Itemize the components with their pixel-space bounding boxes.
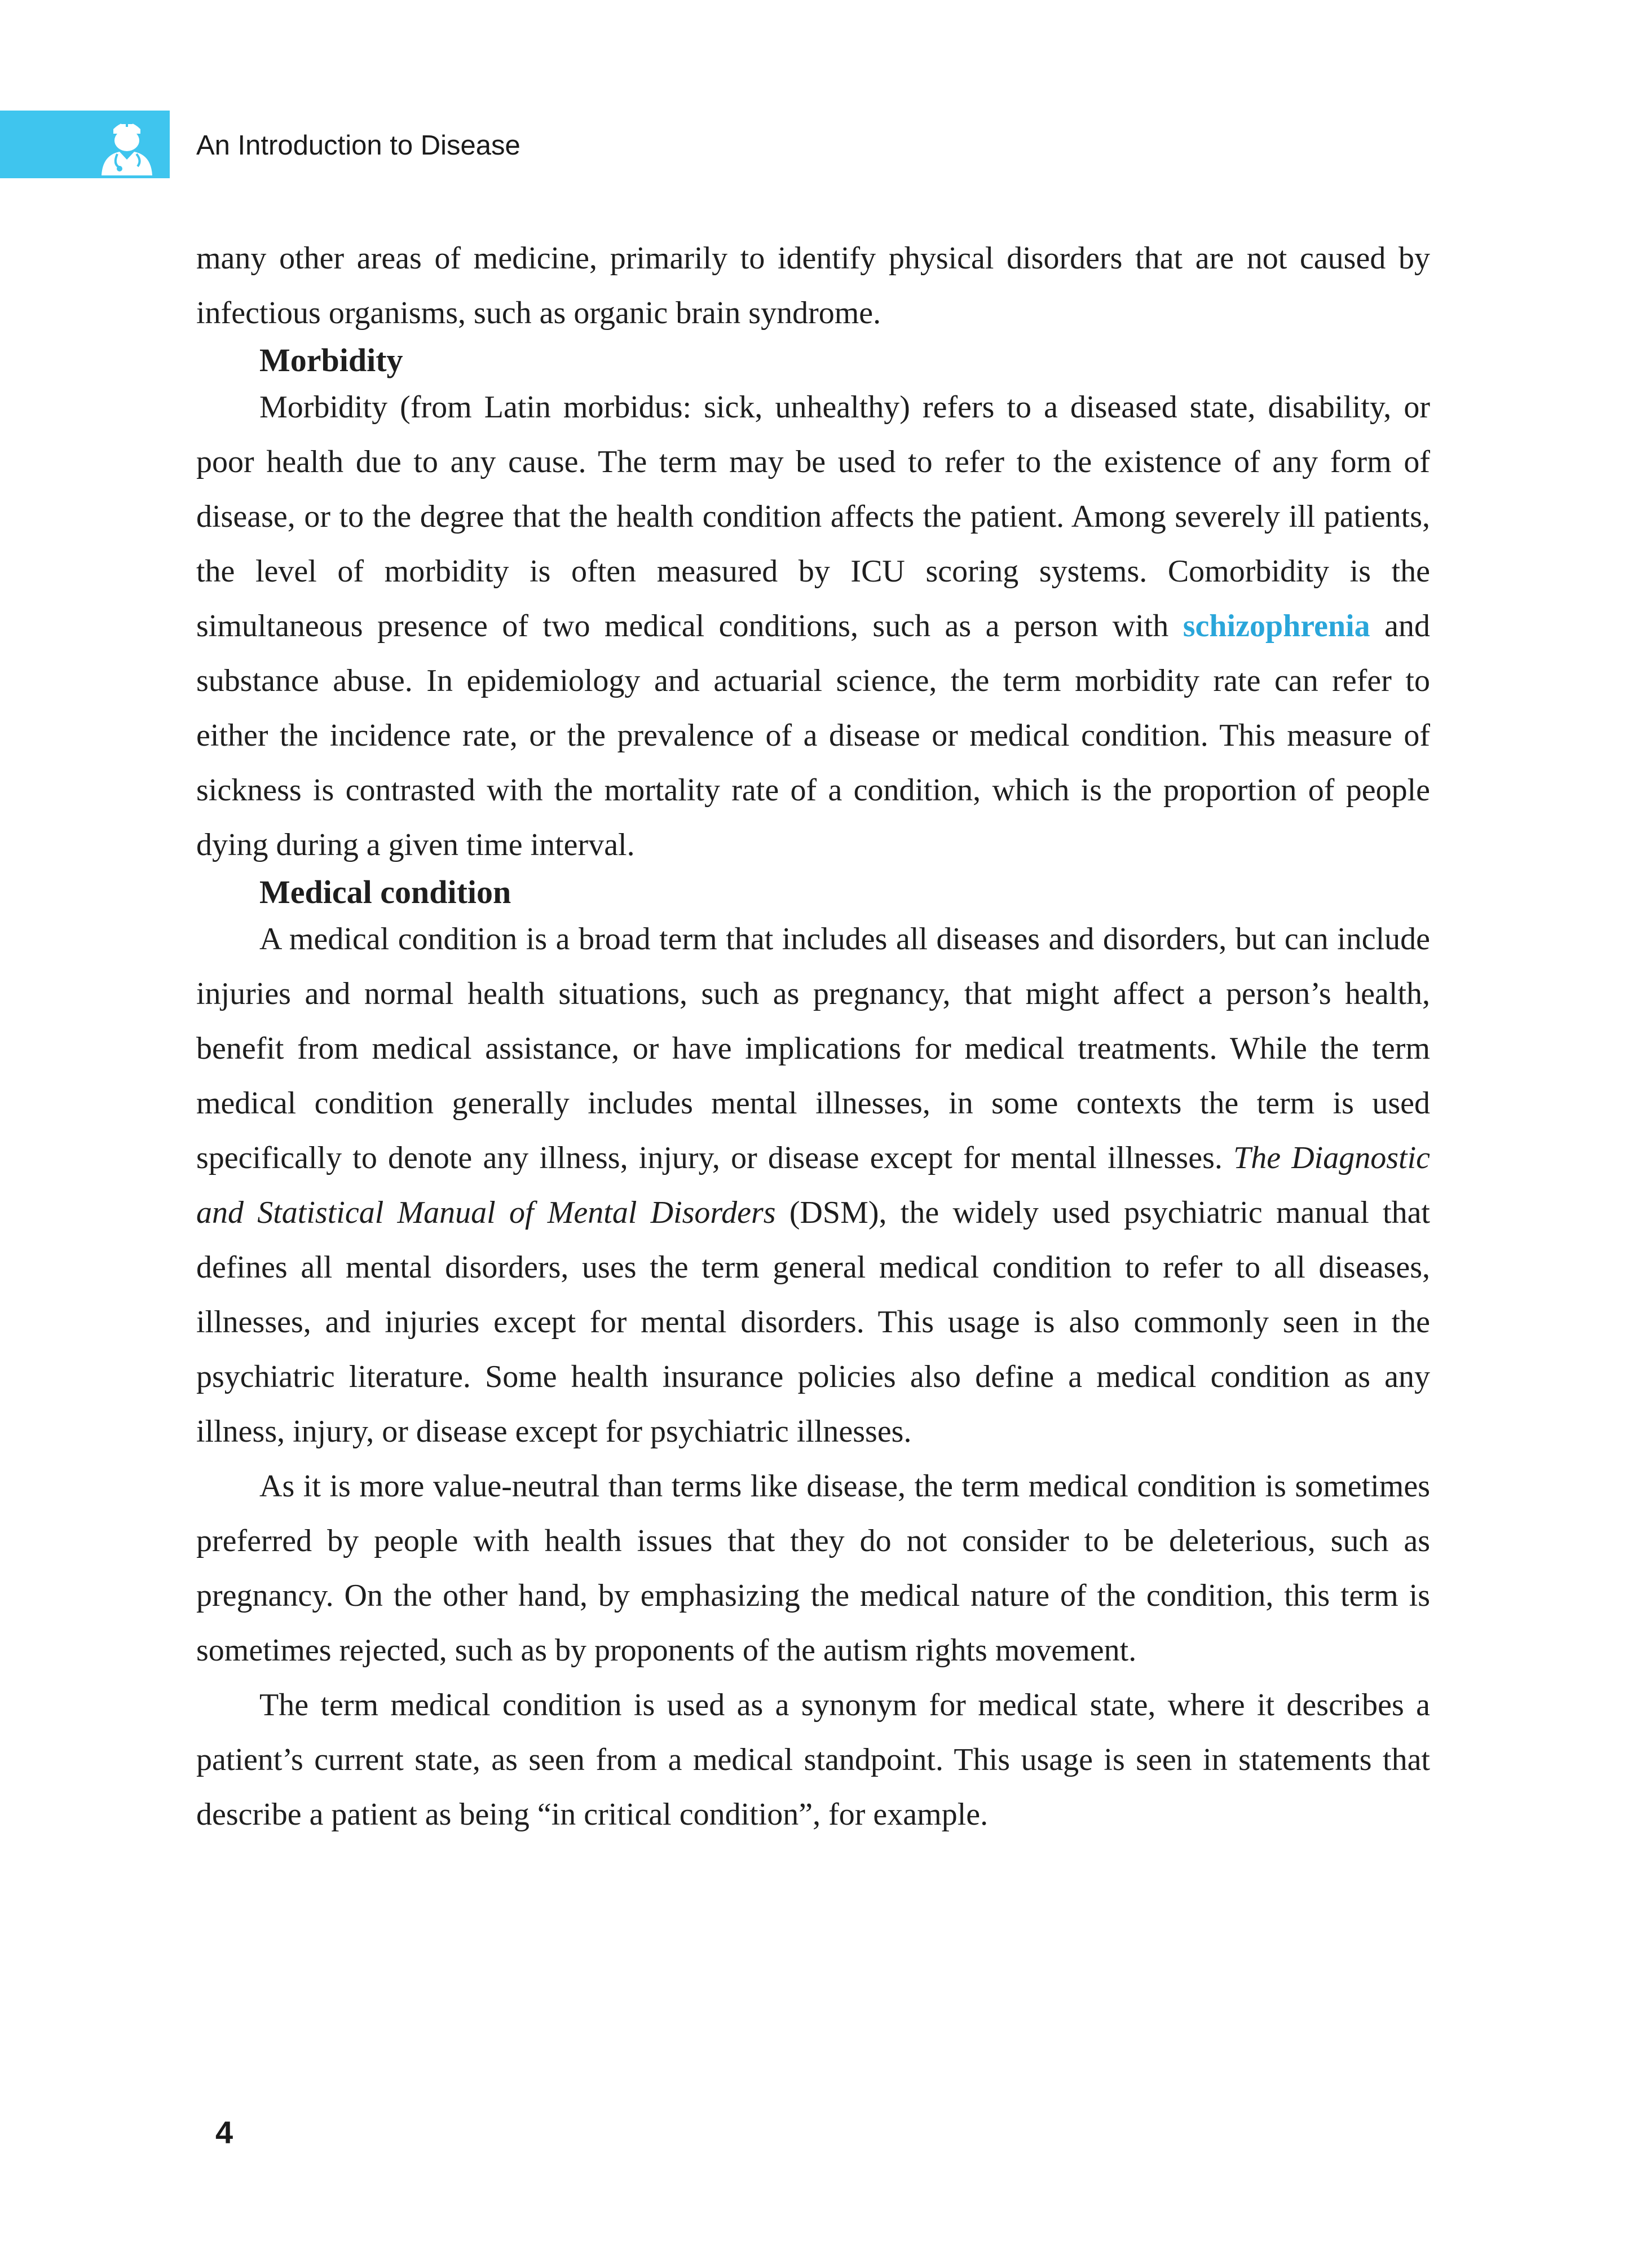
doctor-icon: [96, 114, 158, 175]
medical-condition-paragraph-3: The term medical condition is used as a synonym for medical state, where it describes a patient’s current state, as seen from a medical standpoint. This usage is seen in statements that describe a patient as being “in critical condition”, for example.: [196, 1688, 1430, 1832]
running-title: An Introduction to Disease: [196, 130, 520, 161]
dsm-title: The Diagnostic and Statistical Manual of Mental Disorders: [196, 1140, 1431, 1230]
medical-condition-text-start: A medical condition is a broad term that includes all diseases and disorders, but can include injuries and normal health situations, such as pregnancy, that might affect a person’s health, benefit from medical assistance, or have implications for medical treatments. While the term medical condition generally includes mental illnesses, in some contexts the term is used specifically to denote any illness, injury, or disease except for mental illnesses.: [196, 922, 1430, 1175]
morbidity-heading: Morbidity: [259, 342, 403, 378]
continuation-paragraph: many other areas of medicine, primarily to identify physical disorders that are not caused by infectious organisms, such as organic brain syndrome.: [196, 241, 1430, 331]
page-number: 4: [215, 2115, 233, 2150]
morbidity-text-end: and substance abuse. In epidemiology and actuarial science, the term morbidity rate can refer to either the incidence rate, or the prevalence of a disease or medical condition. This measure of sickness is contrasted with the mortality rate of a condition, which is the proportion of people dying during a given time interval.: [196, 609, 1430, 862]
schizophrenia-link[interactable]: schizophrenia: [1183, 609, 1370, 644]
morbidity-paragraph: [196, 380, 1430, 873]
medical-condition-paragraph-1: [196, 912, 1430, 1459]
page-content: [196, 231, 1430, 1842]
medical-condition-text-end: (DSM), the widely used psychiatric manual that defines all mental disorders, uses the term general medical condition to refer to all diseases, illnesses, and injuries except for mental disorders. This usage is also commonly seen in the psychiatric literature. Some health insurance policies also define a medical condition as any illness, injury, or disease except for psychiatric illnesses.: [196, 1195, 1430, 1449]
morbidity-text-start: Morbidity (from Latin morbidus: sick, unhealthy) refers to a diseased state, disability, or poor health due to any cause. The term may be used to refer to the existence of any form of disease, or to the degree that the health condition affects the patient. Among severely ill patients, the level of morbidity is often measured by ICU scoring systems. Comorbidity is the simultaneous presence of two medical conditions, such as a person with: [196, 390, 1430, 644]
medical-condition-paragraph-2: As it is more value-neutral than terms like disease, the term medical condition is sometimes preferred by people with health issues that they do not consider to be deleterious, such as pregnancy. On the other hand, by emphasizing the medical nature of the condition, this term is sometimes rejected, such as by proponents of the autism rights movement.: [196, 1469, 1430, 1668]
medical-condition-heading: Medical condition: [259, 874, 511, 910]
